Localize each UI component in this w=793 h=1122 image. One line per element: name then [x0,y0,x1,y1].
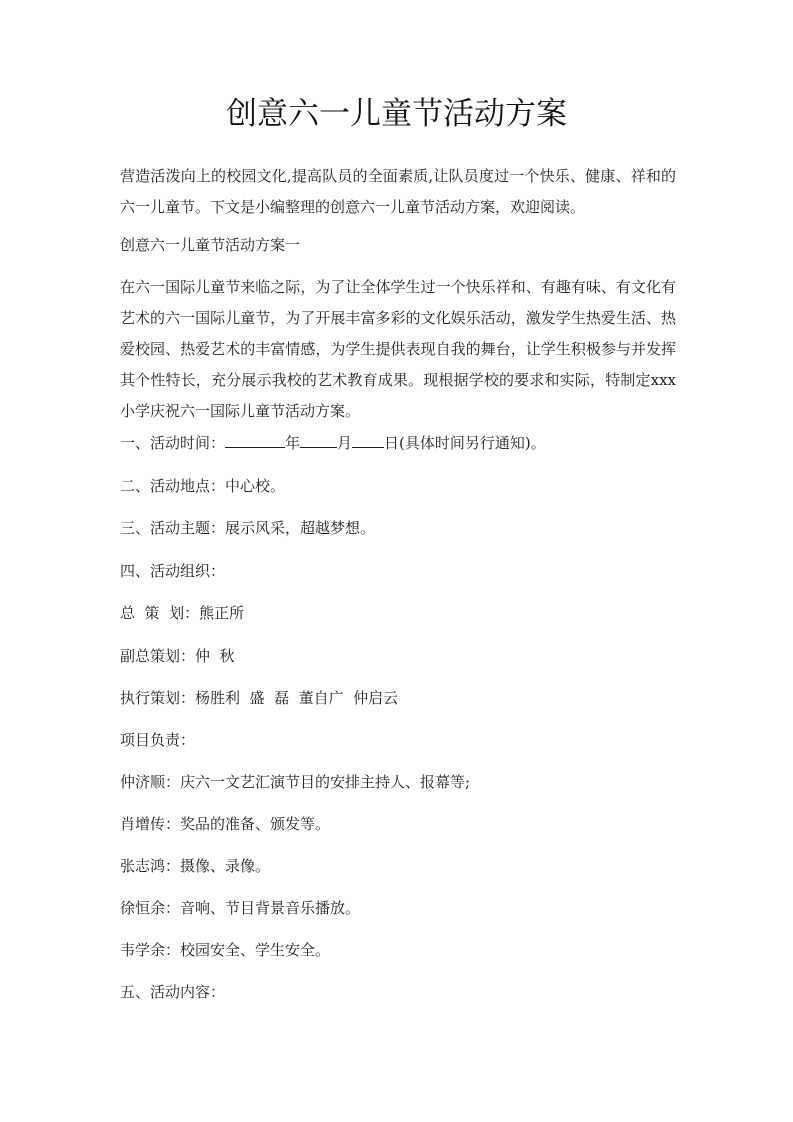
list-item: 韦学余：校园安全、学生安全。 [120,941,331,959]
list-item: 二、活动地点：中心校。 [120,477,286,495]
list-item: 四、活动组织： [120,562,226,580]
intro-paragraph: 营造活泼向上的校园文化,提高队员的全面素质,让队员度过一个快乐、健康、祥和的六一儿童节。下文是小编整理的创意六一儿童节活动方案，欢迎阅读。 [120,167,676,216]
list-item: 项目负责： [120,731,196,749]
month-blank [300,433,337,448]
year-label: 年 [285,434,301,452]
body-paragraph: 在六一国际儿童节来临之际，为了让全体学生过一个快乐祥和、有趣有味、有文化有艺术的六一国际儿童节，为了开展丰富多彩的文化娱乐活动，激发学生热爱生活、热爱校园、热爱艺术的丰富情感，为学生提供表现自我的舞台，让学生积极参与并发挥其个性特长，充分展示我校的艺术教育成果。现根据学校的要求和实际，特制定xxx小学庆祝六一国际儿童节活动方案。 [120,278,676,420]
section-heading: 创意六一儿童节活动方案一 [120,236,301,254]
day-blank [352,433,384,448]
time-prefix: 一、活动时间： [120,434,226,452]
list-item: 执行策划：杨胜利 盛 磊 董自广 仲启云 [120,689,399,707]
document-title: 创意六一儿童节活动方案 [226,96,567,132]
list-item: 总 策 划：熊正所 [120,604,245,622]
list-item: 徐恒余：音响、节目背景音乐播放。 [120,899,361,917]
month-label: 月 [337,434,353,452]
time-suffix: 日(具体时间另行通知)。 [384,434,546,452]
list-item: 肖增传：奖品的准备、颁发等。 [120,815,331,833]
list-item: 仲济顺：庆六一文艺汇演节目的安排主持人、报幕等; [120,773,471,791]
year-blank [225,433,285,448]
list-item: 三、活动主题：展示风采，超越梦想。 [120,519,376,537]
list-item: 五、活动内容： [120,983,226,1001]
list-item: 张志鸿：摄像、录像。 [120,857,271,875]
list-item: 副总策划：仲 秋 [120,647,235,665]
activity-time-line [120,432,676,454]
